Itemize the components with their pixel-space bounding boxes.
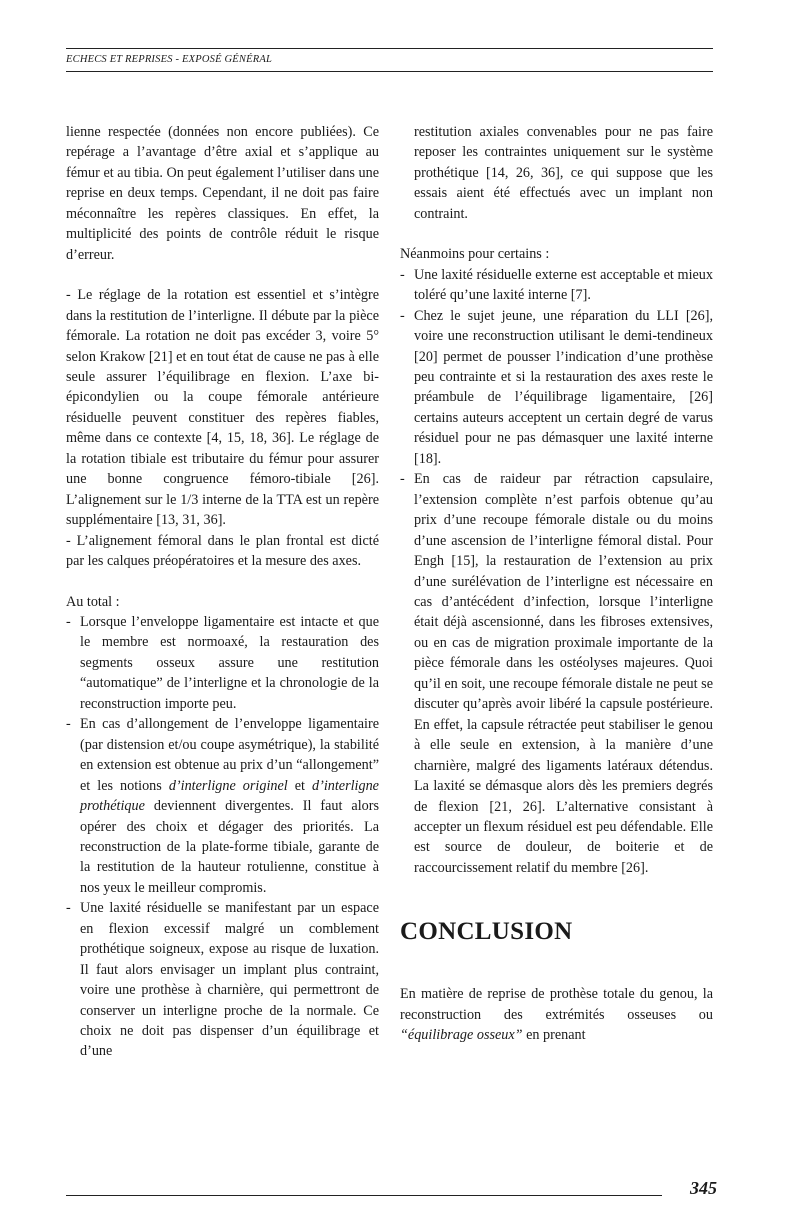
list-item: [66, 714, 379, 898]
list-item: - Lorsque l’enveloppe ligamentaire est intacte et que le membre est normoaxé, la restauration des segments osseux assure une restitution “automatique” de l’interligne et la chronologie de la reconstruction importe peu.: [66, 612, 379, 714]
alignment-paragraph: - L’alignement fémoral dans le plan frontal est dicté par les calques préopératoires et la mesure des axes.: [66, 532, 379, 570]
header-bottom-rule: [66, 71, 713, 72]
nevertheless-list: [400, 265, 713, 879]
list-item-text: En cas d’allongement de l’enveloppe ligamentaire (par distension et/ou coupe asymétrique), la stabilité en extension est obtenue au prix d’un “allongement” et les notions: [80, 716, 379, 794]
emphasis-text: d’interligne prothétique: [80, 777, 379, 815]
list-item: - Une laxité résiduelle externe est acceptable et mieux toléré qu’une laxité interne [7].: [400, 265, 713, 306]
list-item-text: et: [287, 777, 312, 794]
total-list: [66, 612, 379, 1062]
rotation-paragraph: - Le réglage de la rotation est essentiel et s’intègre dans la restitution de l’interligne. Il débute par la pièce fémorale. La rotation ne doit pas excéder 3, voire 5° selon Krakow [21] et en tout état de cause ne pas à elle seule assurer l’équilibrage en flexion. L’axe bi-épicondylien ou la coupe fémorale antérieure résiduelle peuvent constituer des repères fiables, même dans ce contexte [4, 15, 18, 36]. Le réglage de la rotation tibiale est tributaire du fémur pour assurer une bonne congruence fémoro-tibiale [26]. L’alignement sur le 1/3 interne de la TTA est un repère supplémentaire [13, 31, 36].: [66, 287, 379, 529]
conclusion-text: En matière de reprise de prothèse totale du genou, la reconstruction des extrémités osseuses ou: [400, 986, 713, 1023]
header-top-rule: [66, 48, 713, 49]
running-header: ECHECS ET REPRISES - EXPOSÉ GÉNÉRAL: [66, 54, 272, 65]
footer-rule: [66, 1195, 662, 1196]
list-item: - Une laxité résiduelle se manifestant par un espace en flexion excessif malgré un comblement prothétique soigneux, expose au risque de luxation. Il faut alors envisager un implant plus contraint, voire une prothèse à charnière, qui permettront de conserver un interligne proche de la normale. Ce choix ne doit pas dispenser d’un équilibrage et d’une: [66, 898, 379, 1062]
right-paragraph-1: restitution axiales convenables pour ne pas faire reposer les contraintes uniquement sur le système prothétique [14, 26, 36], ce qui suppose que les essais aient été effectués avec un implant non contraint.: [414, 124, 713, 222]
page-number: 345: [690, 1178, 717, 1198]
left-paragraph-1: lienne respectée (données non encore publiées). Ce repérage a l’avantage d’être axial et s’applique au fémur et au tibia. On peut également l’utiliser dans une reprise en deux temps. Cependant, il ne doit pas faire méconnaître les repères classiques. En effet, la multiplicité des points de contrôle réduit le risque d’erreur.: [66, 124, 379, 263]
emphasis-text: “équilibrage osseux”: [400, 1027, 523, 1044]
left-column: [66, 122, 379, 1062]
total-label: Au total :: [66, 593, 120, 610]
emphasis-text: d’interligne originel: [168, 777, 288, 794]
list-item-text: deviennent divergentes. Il faut alors opérer des choix et dégager des priorités. La reconstruction de la plate-forme tibiale, garante de la restitution de la hauteur rotulienne, constitue à nos yeux le meilleur compromis.: [80, 798, 379, 896]
list-item: - En cas de raideur par rétraction capsulaire, l’extension complète n’est parfois obtenue qu’au prix d’une recoupe fémorale distale ou du moins d’une ascension de l’interligne fémoral distal. Pour Engh [15], la restauration de l’extension au prix d’une surélévation de l’interligne est nécessaire en cas d’antécédent d’infection, lorsque l’interligne était déjà ascensionné, dans les fibroses extensives, ou en cas de migration proximale importante de la pièce fémorale dans les ostéolyses majeures. Quoi qu’il en soit, une recoupe fémorale distale ne peut se discuter qu’après avoir libéré la capsule postérieure. En effet, la capsule rétractée peut stabiliser le genou à elle seule en extension, à la manière d’une charnière, malgré des ligaments latéraux détendus. La laxité se démasque alors dès les premiers degrés de flexion [21, 26]. L’alternative consistant à accepter un flexum résiduel est peu défendable. Elle est source de douleur, de boiterie et de raccourcissement relatif du membre [26].: [400, 469, 713, 878]
conclusion-paragraph: [400, 984, 713, 1045]
nevertheless-intro: Néanmoins pour certains :: [400, 246, 550, 263]
list-item: - Chez le sujet jeune, une réparation du LLI [26], voire une reconstruction utilisant le demi-tendineux [20] permet de pousser l’indication d’une prothèse peu contrainte et si la restauration des axes reste le préambule de l’équilibrage ligamentaire, [26] certains auteurs acceptent un certain degré de varus résiduel pour ne pas démasquer une laxité interne [18].: [400, 306, 713, 470]
section-heading: CONCLUSION: [400, 918, 573, 946]
right-column: [400, 122, 713, 1046]
conclusion-text: en prenant: [522, 1027, 586, 1044]
